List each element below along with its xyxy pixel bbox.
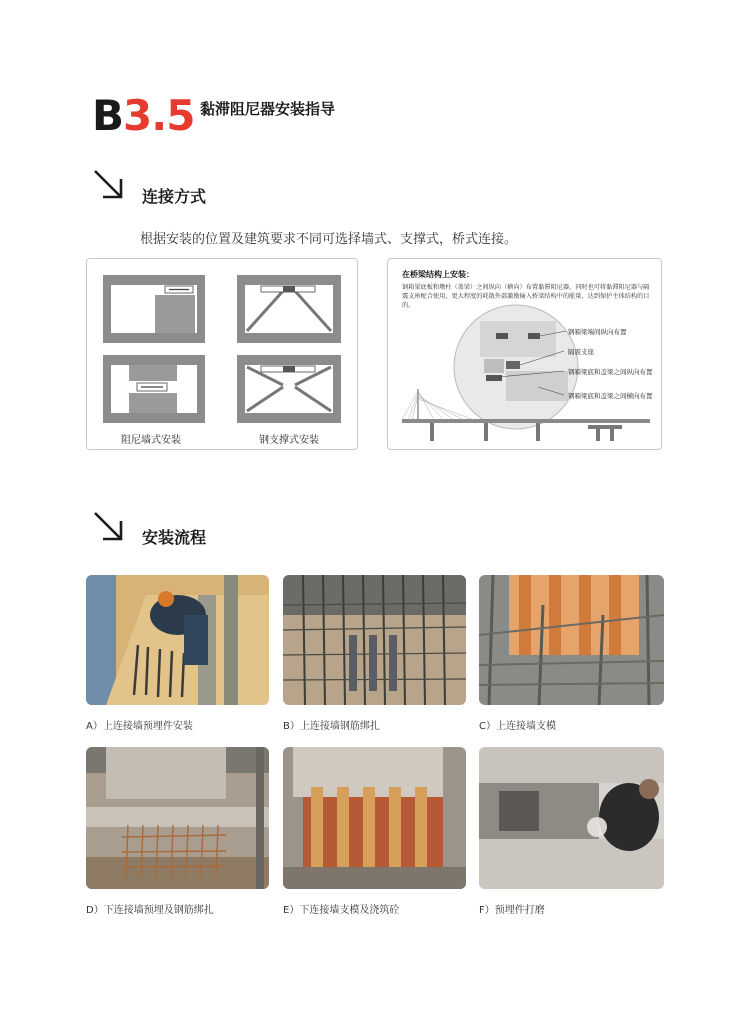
step-caption-f: F）预埋件打磨 — [479, 905, 545, 916]
page-title: 黏滞阻尼器安装指导 — [200, 100, 336, 118]
bridge-install-description: 钢箱梁底板和墩柱（盖梁）之间纵向（横向）布置黏滞阻尼器，同时也可将黏滞阻尼器与隔震支座配合使用，更大程度的耗散外部激励输入桥梁结构中的能量，达到保护主体结构的目的。 — [402, 284, 650, 309]
caption-wall-damper: 阻尼墙式安装 — [121, 435, 181, 446]
bridge-install-panel — [387, 258, 662, 450]
damper-block-2 — [528, 333, 540, 339]
step-caption-d: D）下连接墙预埋及钢筋绑扎 — [86, 905, 214, 916]
damper-block-1 — [496, 333, 508, 339]
photo-c-formwork — [479, 575, 664, 705]
wall-damper-frame-top — [103, 275, 205, 343]
section-code — [92, 92, 194, 140]
bridge-install-title: 在桥梁结构上安装： — [402, 270, 474, 279]
intro-text: 根据安装的位置及建筑要求不同可选择墙式、支撑式，桥式连接。 — [140, 232, 518, 247]
step-caption-c: C）上连接墙支模 — [479, 721, 556, 732]
section-code-letter: B — [92, 91, 124, 140]
bearing-block — [506, 361, 520, 369]
step-caption-a: A）上连接墙预埋件安装 — [86, 721, 193, 732]
wall-damper-frame-bottom — [103, 355, 205, 423]
steel-brace-frame-bottom — [237, 355, 341, 423]
section-heading-process: 安装流程 — [142, 528, 207, 547]
caption-steel-brace: 钢支撑式安装 — [259, 435, 319, 446]
arrow-down-right-icon — [92, 510, 126, 544]
photo-e-lower-formwork-concrete — [283, 747, 466, 889]
callout-cap-longitudinal: 钢箱梁底和盖梁之间纵向布置 — [568, 368, 653, 376]
frame-diagrams — [87, 259, 357, 449]
callout-cap-transverse: 钢箱梁底和盖梁之间横向布置 — [568, 392, 653, 400]
callout-isolation-bearing: 隔震支座 — [568, 348, 594, 356]
section-heading-connection: 连接方式 — [142, 187, 207, 206]
step-caption-e: E）下连接墙支模及浇筑砼 — [283, 905, 400, 916]
callout-end-longitudinal: 钢箱梁端间纵向布置 — [568, 328, 627, 336]
steel-brace-frame-top — [237, 275, 341, 343]
photo-a-embed-install — [86, 575, 269, 705]
photo-f-embed-grinding — [479, 747, 664, 889]
connection-diagram-panel — [86, 258, 358, 450]
arrow-down-right-icon — [92, 168, 126, 202]
step-caption-b: B）上连接墙钢筋绑扎 — [283, 721, 380, 732]
bridge-diagram — [388, 259, 661, 449]
photo-b-rebar-binding — [283, 575, 466, 705]
section-code-number: 3.5 — [123, 91, 195, 140]
photo-d-lower-embed-rebar — [86, 747, 269, 889]
